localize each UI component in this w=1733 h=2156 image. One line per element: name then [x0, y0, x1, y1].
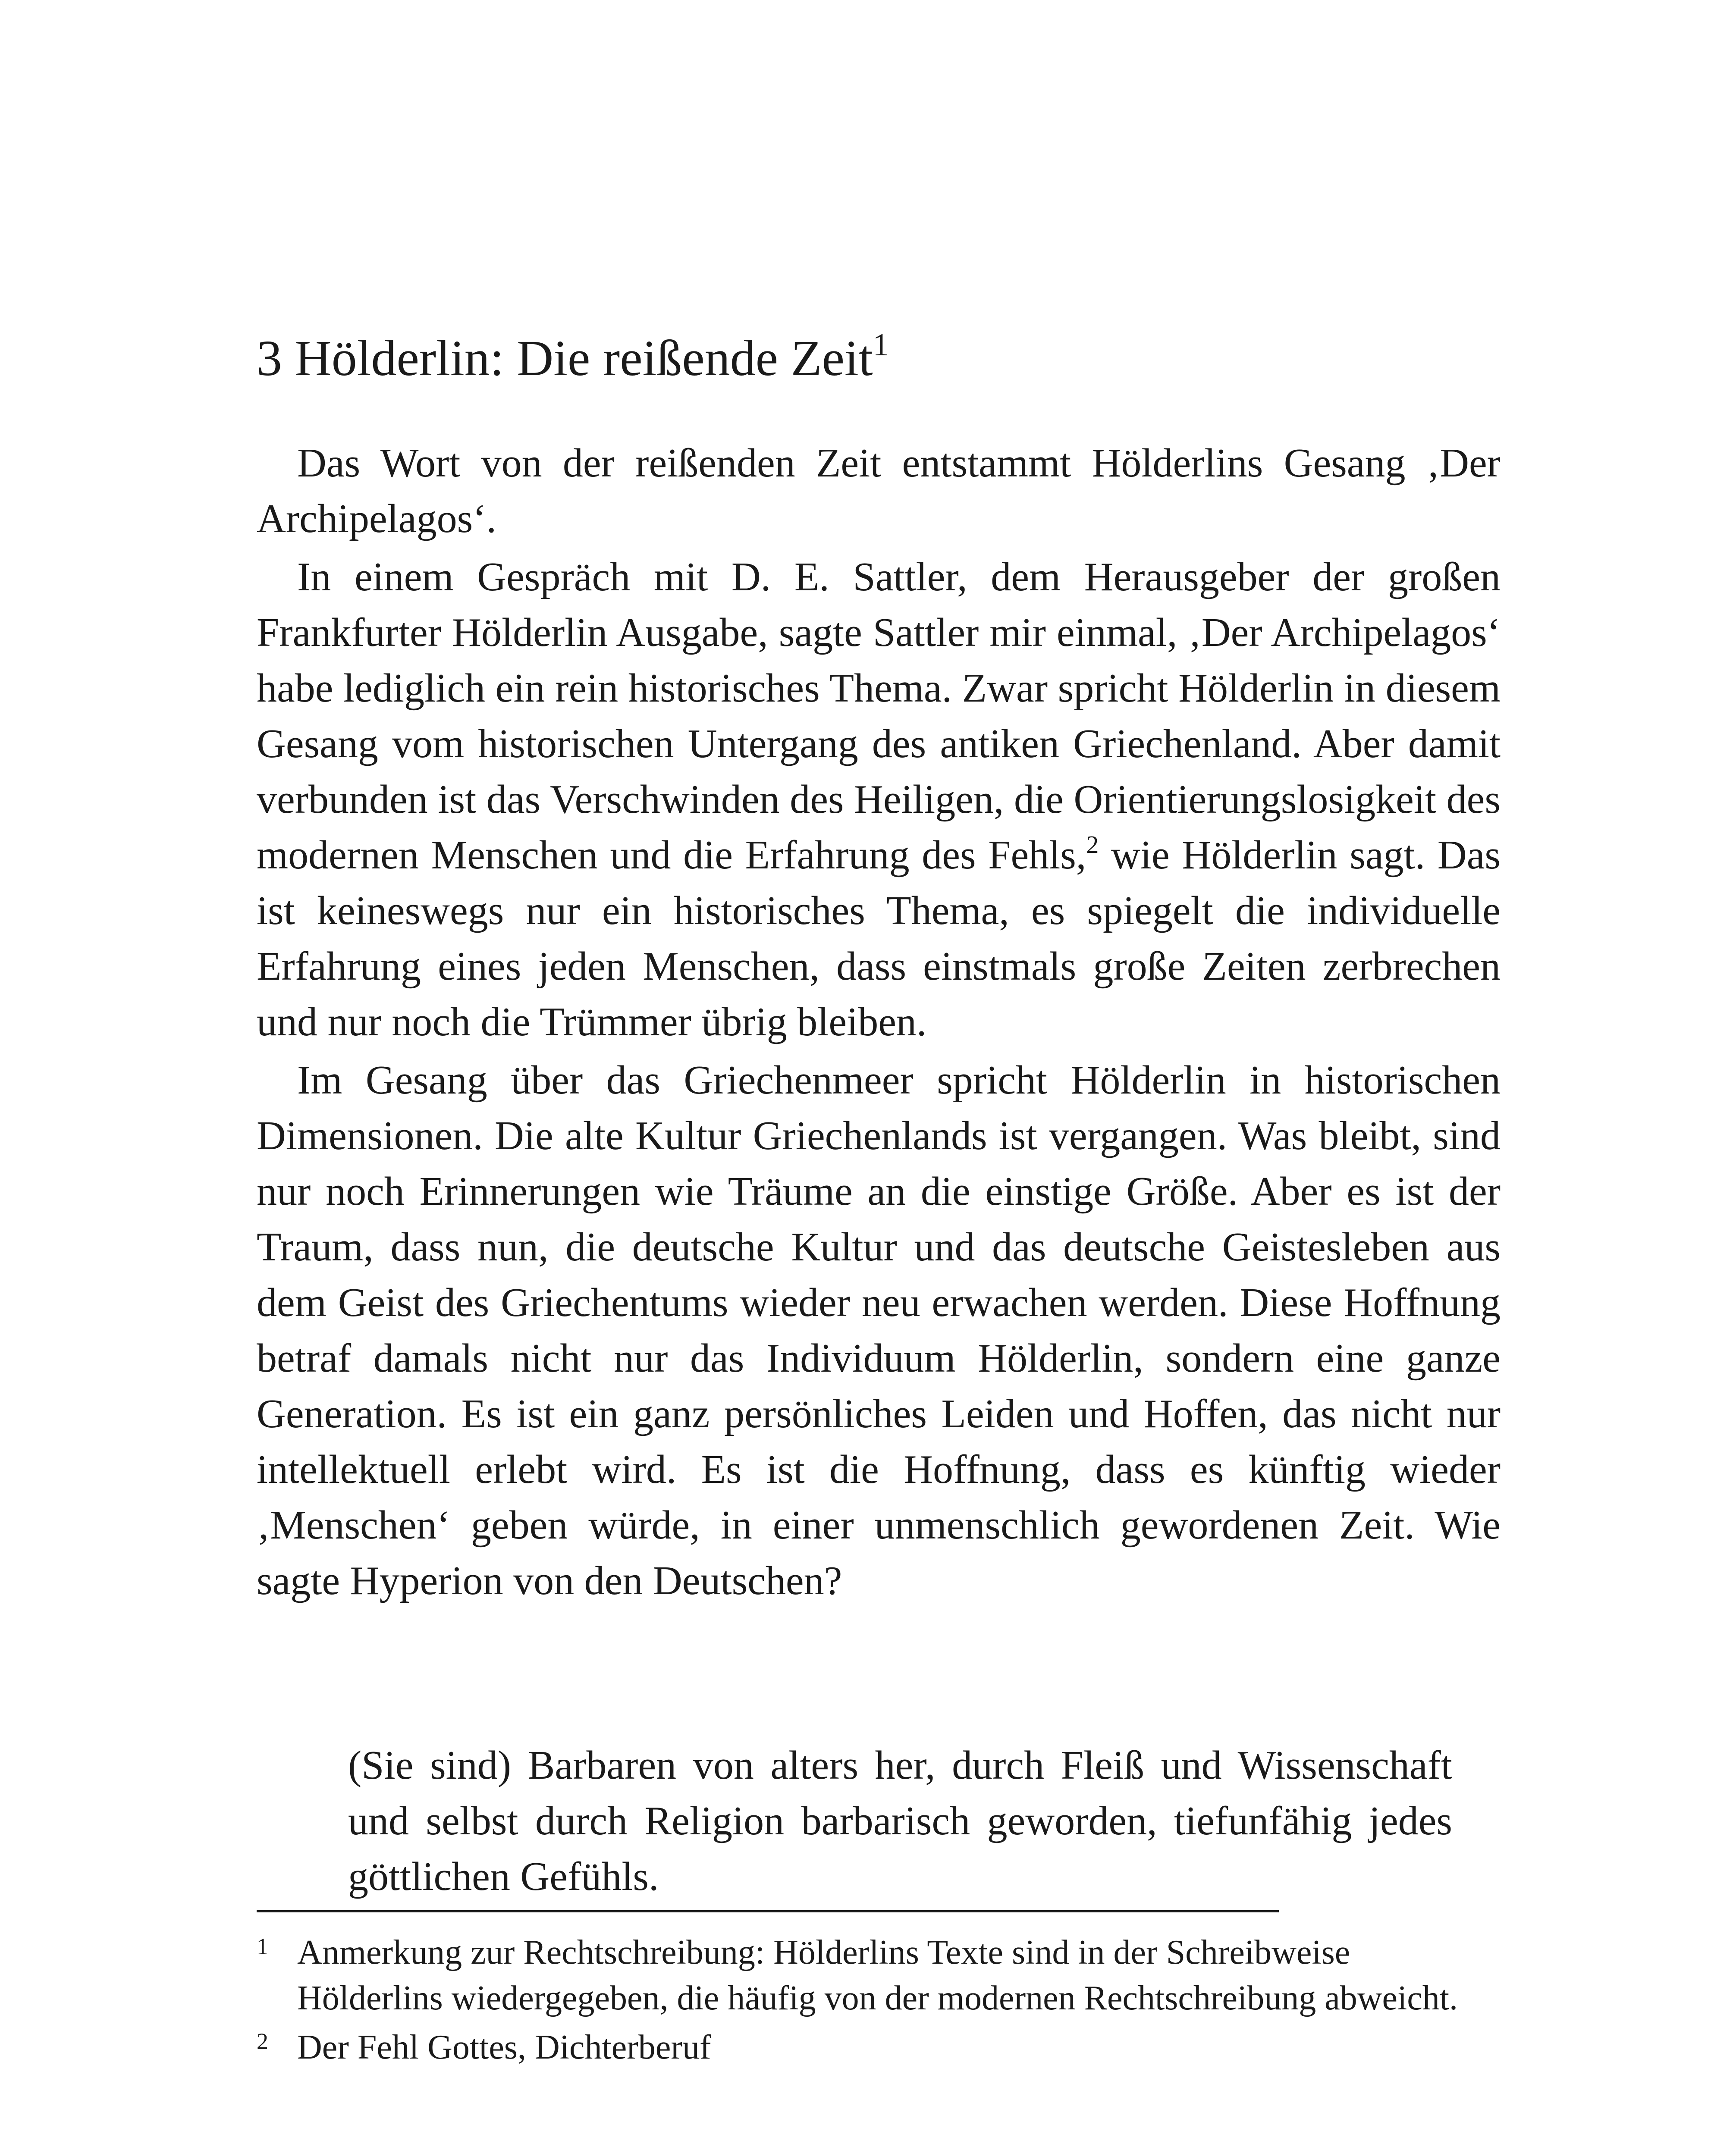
footnote-divider: [257, 1910, 1279, 1912]
block-quote: (Sie sind) Barbaren von alters her, durch Fleiß und Wissenschaft und selbst durch Religion barbarisch geworden, tiefunfähig jedes göttlichen Gefühls.: [348, 1743, 1452, 1899]
footnote-reference-2: 2: [1086, 830, 1099, 859]
footnote-reference-1: 1: [873, 327, 889, 363]
footnote-text: Anmerkung zur Rechtschreibung: Hölderlins Texte sind in der Schreibweise Hölderlins wiedergegeben, die häufig von der modernen Rechtschreibung abweicht.: [297, 1934, 1458, 2017]
paragraph-2: [257, 549, 1501, 1050]
body-text: [257, 436, 1501, 1611]
footnote-text: Der Fehl Gottes, Dichterberuf: [297, 2028, 711, 2066]
footnote-number: 1: [257, 1934, 268, 1959]
footnote-1: [257, 1930, 1501, 2021]
paragraph-2-text-end: wie Hölderlin sagt. Das ist keineswegs nur ein historisches Thema, es spiegelt die individuelle Erfahrung eines jeden Menschen, dass einstmals große Zeiten zerbrechen und nur noch die Trümmer übrig bleiben.: [257, 833, 1501, 1044]
chapter-title: [257, 328, 889, 389]
footnote-2: [257, 2024, 1501, 2070]
paragraph-2-text-start: In einem Gespräch mit D. E. Sattler, dem Herausgeber der großen Frankfurter Hölderlin Ausgabe, sagte Sattler mir einmal, ‚Der Archipelagos‘ habe lediglich ein rein historisches Thema. Zwar spricht Hölderlin in diesem Gesang vom historischen Untergang des antiken Griechenland. Aber damit verbunden ist das Verschwinden des Heiligen, die Orientierungslosigkeit des modernen Menschen und die Erfahrung des Fehls,: [257, 555, 1501, 877]
footnote-number: 2: [257, 2028, 268, 2054]
paragraph-3: Im Gesang über das Griechenmeer spricht Hölderlin in historischen Dimensionen. Die alte Kultur Griechenlands ist vergangen. Was bleibt, sind nur noch Erinnerungen wie Träume an die einstige Größe. Aber es ist der Traum, dass nun, die deutsche Kultur und das deutsche Geistesleben aus dem Geist des Griechentums wieder neu erwachen werden. Diese Hoffnung betraf damals nicht nur das Individuum Hölderlin, sondern eine ganze Generation. Es ist ein ganz persönliches Leiden und Hoffen, das nicht nur intellektuell erlebt wird. Es ist die Hoffnung, dass es künftig wieder ‚Menschen‘ geben würde, in einer unmenschlich gewordenen Zeit. Wie sagte Hyperion von den Deutschen?: [257, 1058, 1501, 1603]
chapter-title-text: 3 Hölderlin: Die reißende Zeit: [257, 330, 873, 386]
book-page: [257, 0, 1501, 2156]
paragraph-1: Das Wort von der reißenden Zeit entstammt Hölderlins Gesang ‚Der Archipelagos‘.: [257, 441, 1501, 541]
footnotes: [257, 1930, 1501, 2074]
